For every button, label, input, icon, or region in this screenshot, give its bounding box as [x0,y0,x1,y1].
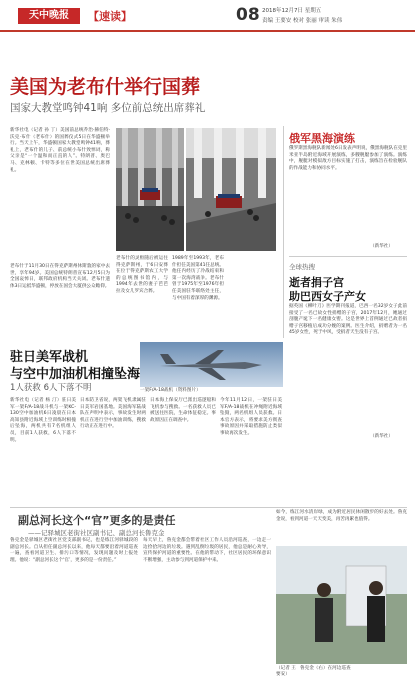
page-number: 08 [236,5,260,25]
lead-text-col2: 老布什于11月30日在得克萨斯州休斯敦的家中去世，享年94岁。美国总统特朗普宣布12月5日为全国哀悼日，联邦政府机构当天关闭。老布什遗体3日运抵华盛顿，停放在国会大厦供公众瞻仰。 [10,264,110,289]
river-photo-caption: 鲁克金（右）在河边巡查 [300,666,351,671]
bottom-text-right: 如今，练江河水清岸绿，成为附近居民休闲散步的好去处。鲁克金说，看到河道一天天变美，再苦再累也值得。 [276,510,407,522]
bottom-text-mid: 每天早上，鲁克金都会带着社区工作人员沿河巡查，一边走一边捡拾河边的垃圾。遇到乱倒垃圾的居民，他总是耐心劝导，宣传保护河道的重要性。在他的带动下，社区居民的环保意识不断增强，主动参与到河道保护中来。 [143,538,271,563]
fighter-jet-photo [140,342,283,387]
sidebar-divider [283,126,284,338]
side-top-title: 俄军黑海演练 [289,132,355,145]
funeral-photo-left [116,128,184,251]
side-mid-body: 据英国《柳叶刀》医学期刊报道，巴西一名32岁女子此前接受了一名已故女性捐赠的子宫，2017年12月，她通过剖腹产诞下一名健康女婴。这是世界上首例通过已故者捐赠子宫移植后成功分娩的案例。医生介绍，捐赠者为一名45岁女性，死于中风，受捐者天生没有子宫。 [289,304,407,336]
side-mid-title-line2: 助巴西女子产女 [289,290,366,303]
lead-text-col3: 老布什的灵柩随后被运往得克萨斯州，于6日安葬在位于得克萨斯农工大学的总统图书馆内，与1994年去世的妻子芭芭拉及女儿罗宾合葬。 [116,256,168,294]
side-mid-sign: （新华社） [370,434,393,439]
mid-text-col2: 日本防卫省说，两架飞机隶属驻日美军岩国基地。美国海军陆战队在声明中表示，事故发生时两机正在进行空中加油训练，搜救行动正在进行中。 [80,398,146,430]
lead-text-col4: 1989年至1993年，老布什担任美国第41任总统。他任内经历了冷战结束和第一次海湾战争。老布什曾于1975年至1976年担任美国驻华联络处主任，与中国有着深厚的渊源。 [172,256,224,301]
mid-text-col4: 今年11月12日，一架驻日美军F/A-18战机在冲绳附近海域坠毁，两名机组人员获救。日本官方表示，将要求美方彻查事故原因并采取措施防止类似事故再次发生。 [220,398,282,436]
fighter-jet-image [140,342,283,387]
mid-subheadline: 1人获救 6人下落不明 [10,383,92,393]
lead-headline: 美国为老布什举行国葬 [10,76,201,98]
mid-headline-line2: 与空中加油机相撞坠海 [10,367,141,382]
bottom-rule [10,507,407,508]
bottom-subheadline: ——记驿城区老街社区副书记、副总河长鲁克金 [28,529,165,537]
side-mid-kicker: 全球热搜 [289,263,315,271]
mid-headline: 驻日美军战机 [10,350,89,365]
sidebar-rule [289,256,407,257]
lead-subheadline: 国家大教堂鸣钟41响 多位前总统出席葬礼 [10,102,206,114]
mid-text-col3: 日本海上保安厅已派出巡逻船和飞机参与搜救。一名获救人员已被送往医院，生命体征稳定。事故原因正在调查中。 [150,398,216,423]
editor-line: 责编 王要安 校对 张丽 审读 朱伟 [262,18,343,24]
funeral-photo-right-image [186,128,276,251]
funeral-photo-left-image [116,128,184,251]
side-mid-title-line1: 逝者捐子宫 [289,276,344,289]
section-label: 【速读】 [88,10,132,23]
river-patrol-image [276,546,407,664]
jet-photo-caption: 一架F/A-18战机（资料图片） [140,388,201,393]
newspaper-logo: 天中晚报 [18,8,80,24]
bottom-text-left: 鲁克金是驿城区老街社区党支部副书记，也是练江河驿城段的副总河长。自从担任副总河长以来，他每天都要沿着河道巡查一遍，查看河道卫生、排污口等情况，发现问题及时上报处理。他说：“副总河长这个‘官’，更多的是一份责任。” [10,538,138,563]
mid-text-col1: 新华社电（记者 杨 汀）驻日美军一架F/A-18战斗机与一架KC-130空中加油机6日凌晨在日本高知县附近海域上空训练时相撞后坠海，两机共有7名机组人员，目前1人获救，6人下落不明。 [10,398,76,443]
side-top-body: 俄罗斯黑海舰队新闻处6日发表声明说，俄黑海舰队在克里米亚半岛附近海域开展演练，多艘舰艇参加了演练。演练中，舰艇对模拟敌方目标实施了打击，演练旨在检验舰队的作战能力和协同水平。 [289,146,407,171]
funeral-photo-right [186,128,276,251]
bottom-sign: （记者 王要安） [276,666,296,677]
masthead [0,0,415,32]
date-line: 2018年12月7日 星期五 [262,8,322,14]
river-patrol-photo [276,546,407,664]
lead-text-col1: 新华社电（记者 孙 丁）美国前总统乔治·赫伯特·沃克·布什（老布什）的国葬仪式5日在华盛顿举行。当天上午，华盛顿国家大教堂鸣钟41响，葬礼上，老布什的儿子、前总统小布什致悼词，称父亲是“一个温和而正直的人”。特朗普、奥巴马、克林顿、卡特等多位在世美国总统出席葬礼。 [10,128,110,173]
side-top-sign: （新华社） [370,244,393,249]
bottom-headline: 副总河长这个“官”更多的是责任 [18,514,176,527]
